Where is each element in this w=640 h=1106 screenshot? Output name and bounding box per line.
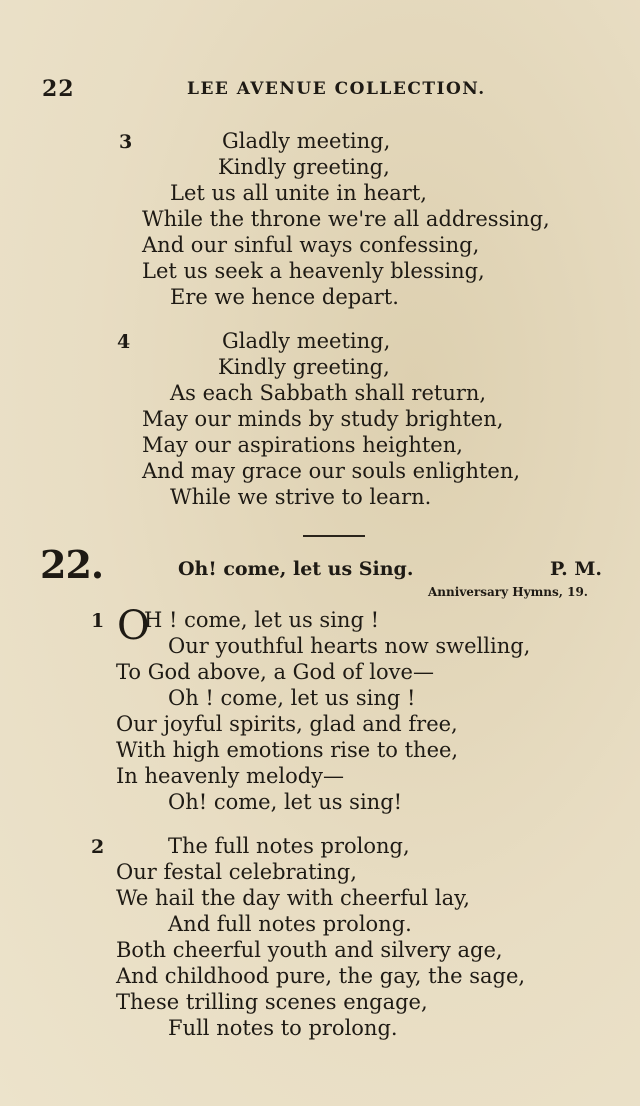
verse-line: H ! come, let us sing ! (144, 608, 380, 632)
verse-line: As each Sabbath shall return, (170, 381, 487, 405)
hymn-title: Oh! come, let us Sing. (178, 558, 414, 580)
verse-line: These trilling scenes engage, (116, 990, 428, 1014)
section-divider (303, 535, 365, 537)
verse-line: Kindly greeting, (218, 355, 390, 379)
page-number: 22 (42, 76, 75, 102)
verse-line: Full notes to prolong. (168, 1016, 398, 1040)
verse-line: May our aspirations heighten, (142, 433, 463, 457)
drop-cap: O (117, 603, 150, 649)
verse-number: 1 (91, 610, 105, 632)
verse-line: Our joyful spirits, glad and free, (116, 712, 458, 736)
running-head: LEE AVENUE COLLECTION. (187, 79, 486, 99)
verse-line: With high emotions rise to thee, (116, 738, 459, 762)
verse-line: May our minds by study brighten, (142, 407, 504, 431)
page-header (42, 76, 486, 106)
verse-line: To God above, a God of love— (116, 660, 434, 684)
verse-line: Oh ! come, let us sing ! (168, 686, 416, 710)
verse-line: And our sinful ways confessing, (142, 233, 480, 257)
verse-line: Gladly meeting, (222, 329, 391, 353)
verse-number: 3 (119, 131, 133, 153)
verse-line: Ere we hence depart. (170, 285, 399, 309)
verse-line: Kindly greeting, (218, 155, 390, 179)
verse-line: Our festal celebrating, (116, 860, 357, 884)
verse-number: 4 (117, 331, 131, 353)
verse-line: In heavenly melody— (116, 764, 345, 788)
verse-line: Let us seek a heavenly blessing, (142, 259, 485, 283)
verse-line: And may grace our souls enlighten, (142, 459, 521, 483)
tune-reference: Anniversary Hymns, 19. (428, 585, 588, 599)
verse-line: Let us all unite in heart, (170, 181, 427, 205)
verse-line: And full notes prolong. (168, 912, 412, 936)
verse-line: While the throne we're all addressing, (142, 207, 550, 231)
verse-line: While we strive to learn. (170, 485, 432, 509)
verse-line: Both cheerful youth and silvery age, (116, 938, 503, 962)
verse-line: Our youthful hearts now swelling, (168, 634, 531, 658)
hymn-number: 22. (40, 542, 104, 587)
verse-line: We hail the day with cheerful lay, (116, 886, 470, 910)
verse-line: Gladly meeting, (222, 129, 391, 153)
verse-line: The full notes prolong, (168, 834, 410, 858)
hymn-meter: P. M. (550, 558, 603, 580)
verse-number: 2 (91, 836, 105, 858)
verse-line: And childhood pure, the gay, the sage, (116, 964, 526, 988)
verse-line: Oh! come, let us sing! (168, 790, 403, 814)
